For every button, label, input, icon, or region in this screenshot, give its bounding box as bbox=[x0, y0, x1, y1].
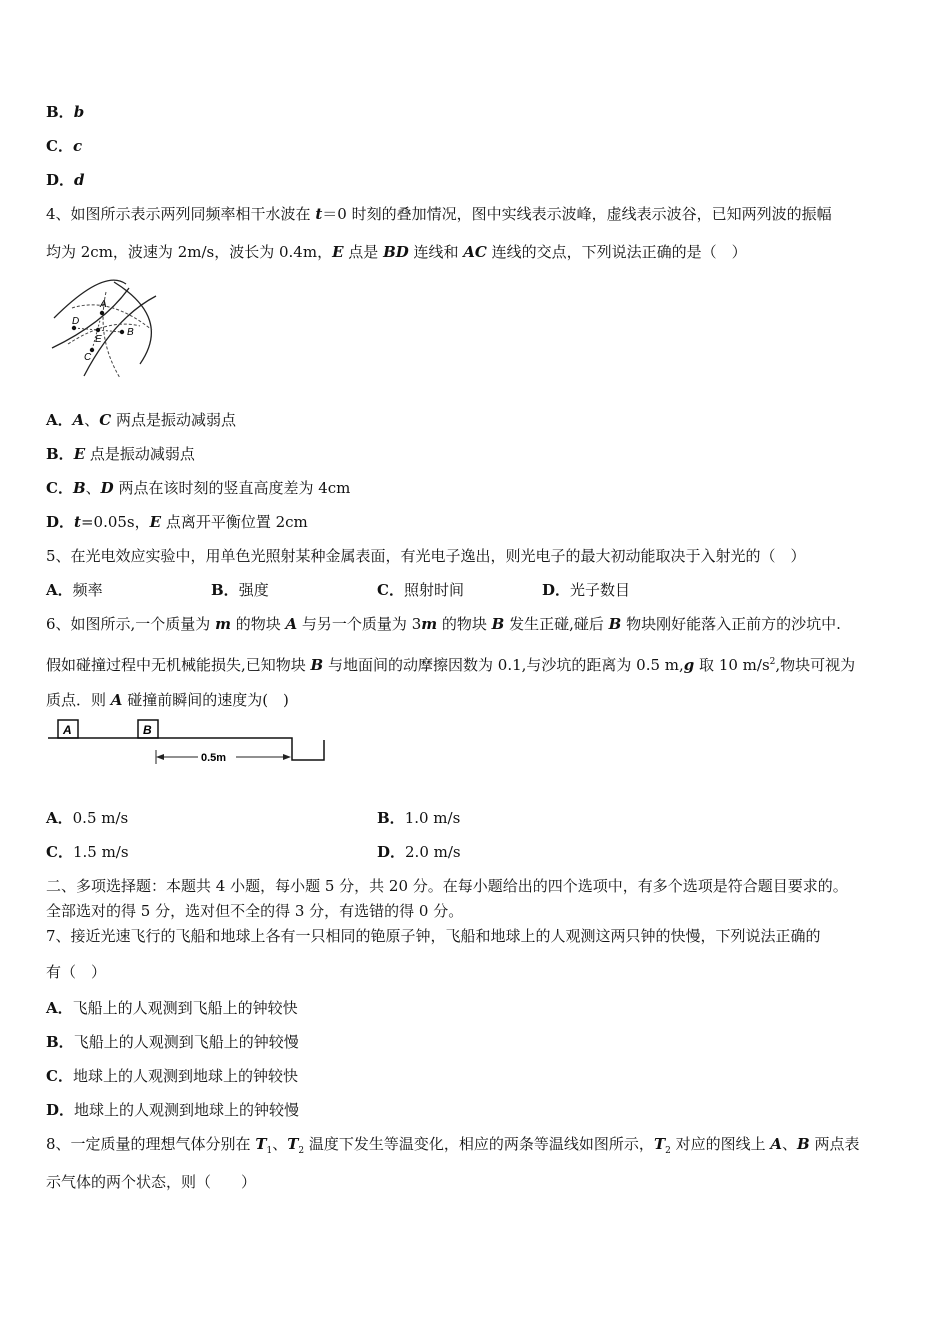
block-b-label: B bbox=[143, 723, 152, 737]
q4-option-a[interactable]: A．A、C 两点是振动减弱点 bbox=[46, 411, 237, 429]
option-letter: B． bbox=[46, 103, 74, 121]
q3-option-c[interactable] bbox=[46, 136, 82, 156]
q5-option-b[interactable]: B．强度 bbox=[211, 581, 269, 599]
q4-option-c[interactable]: C．B、D 两点在该时刻的竖直高度差为 4cm bbox=[46, 479, 351, 497]
q6-option-b[interactable]: B．1.0 m/s bbox=[377, 809, 461, 827]
q6-collision-figure bbox=[46, 716, 336, 772]
crest-arc-1 bbox=[54, 280, 126, 318]
option-letter: C． bbox=[46, 137, 73, 155]
q6-option-d[interactable]: D．2.0 m/s bbox=[377, 843, 461, 861]
q5-option-d[interactable]: D．光子数目 bbox=[542, 581, 631, 599]
q4-wave-figure bbox=[44, 278, 169, 380]
q4-option-d[interactable]: D．t=0.05s，E 点离开平衡位置 2cm bbox=[46, 513, 308, 531]
q8-stem-line2: 示气体的两个状态，则（ ） bbox=[46, 1173, 257, 1191]
q4-stem-line1: 4、如图所示表示两列同频率相干水波在 t＝0 时刻的叠加情况，图中实线表示波峰，虚线表示波谷，已知两列波的振幅 bbox=[46, 205, 832, 223]
q5-stem: 5、在光电效应实验中，用单色光照射某种金属表面，有光电子逸出，则光电子的最大初动能取决于入射光的（ ） bbox=[46, 547, 806, 565]
point-e bbox=[96, 328, 100, 332]
option-text: d bbox=[74, 171, 85, 189]
q6-option-c[interactable]: C．1.5 m/s bbox=[46, 843, 129, 861]
q6-stem-line3: 质点．则 A 碰撞前瞬间的速度为( ) bbox=[46, 691, 289, 709]
option-text: c bbox=[72, 137, 83, 155]
label-d: D bbox=[72, 316, 80, 327]
q6-option-a[interactable]: A．0.5 m/s bbox=[46, 809, 129, 827]
crest-arc-3 bbox=[114, 282, 151, 364]
option-text: b bbox=[73, 103, 85, 121]
trough-arc-2 bbox=[72, 305, 152, 330]
q8-stem-line1: 8、一定质量的理想气体分别在 $T_1$、$T_2$ 温度下发生等温变化，相应的两条等温线如图所示，$T_2$ 对应的图线上 A、B 两点表 bbox=[46, 1135, 860, 1156]
q5-option-a[interactable]: A．频率 bbox=[46, 581, 103, 599]
label-e: E bbox=[95, 334, 102, 345]
label-a: A bbox=[100, 299, 107, 310]
arrow-head-right bbox=[283, 754, 291, 760]
q7-option-c[interactable]: C．地球上的人观测到地球上的钟较快 bbox=[46, 1067, 298, 1085]
q4-option-b[interactable]: B．E 点是振动减弱点 bbox=[46, 445, 195, 463]
label-b: B bbox=[127, 327, 134, 338]
q7-option-b[interactable]: B．飞船上的人观测到飞船上的钟较慢 bbox=[46, 1033, 299, 1051]
q3-option-d[interactable] bbox=[46, 170, 85, 190]
crest-arc-2 bbox=[52, 288, 129, 348]
distance-label: 0.5m bbox=[201, 752, 227, 764]
q7-option-a[interactable]: A．飞船上的人观测到飞船上的钟较快 bbox=[46, 999, 298, 1017]
option-letter: D． bbox=[46, 171, 75, 189]
q6-stem-line2: 假如碰撞过程中无机械能损失,已知物块 B 与地面间的动摩擦因数为 0.1,与沙坑的距离为 0.5 m,g 取 10 $m/s^2$,物块可视为 bbox=[46, 656, 856, 674]
q3-option-b[interactable] bbox=[46, 102, 84, 122]
q6-stem-line1: 6、如图所示,一个质量为 m 的物块 A 与另一个质量为 3m 的物块 B 发生正碰,碰后 B 物块刚好能落入正前方的沙坑中. bbox=[46, 615, 841, 633]
section2-heading: 二、多项选择题：本题共 4 小题，每小题 5 分，共 20 分。在每小题给出的四个选项中，有多个选项是符合题目要求的。 bbox=[46, 877, 848, 895]
q7-stem-line2: 有（ ） bbox=[46, 963, 107, 981]
q4-stem-line2: 均为 2cm，波速为 2m/s，波长为 0.4m，E 点是 BD 连线和 AC 连线的交点，下列说法正确的是（ ） bbox=[46, 243, 747, 261]
q5-option-c[interactable]: C．照射时间 bbox=[377, 581, 464, 599]
point-b bbox=[120, 330, 124, 334]
section2-instructions: 全部选对的得 5 分，选对但不全的得 3 分，有选错的得 0 分。 bbox=[46, 902, 464, 920]
arrow-head-left bbox=[156, 754, 164, 760]
point-a bbox=[100, 311, 104, 315]
label-c: C bbox=[84, 352, 92, 363]
q7-stem-line1: 7、接近光速飞行的飞船和地球上各有一只相同的铯原子钟，飞船和地球上的人观测这两只钟的快慢，下列说法正确的 bbox=[46, 927, 821, 945]
block-a-label: A bbox=[63, 723, 72, 737]
q7-option-d[interactable]: D．地球上的人观测到地球上的钟较慢 bbox=[46, 1101, 300, 1119]
